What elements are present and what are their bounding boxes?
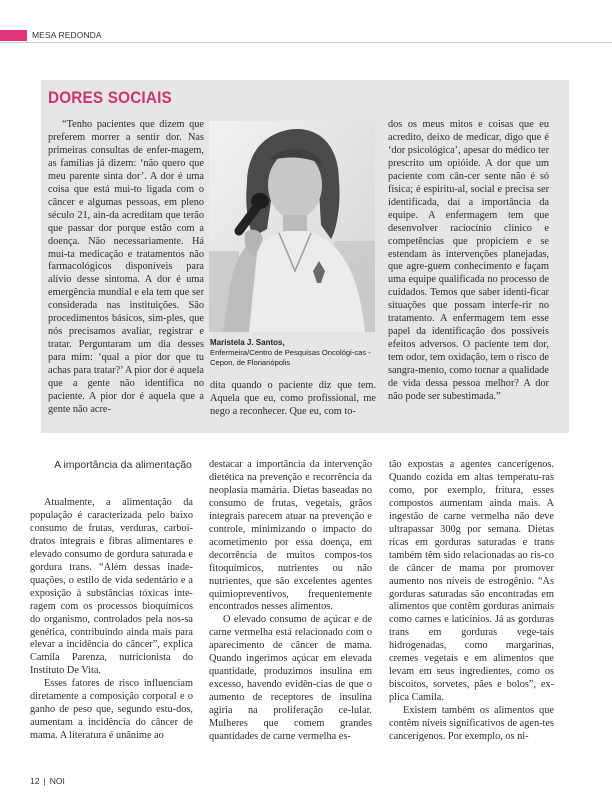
header-rule [0, 42, 612, 43]
box-column-1 [48, 119, 204, 417]
article-column-2 [209, 459, 372, 744]
paragraph: Esses fatores de risco influenciam diretamente a composição corporal e o ganho de peso que, segundo estu-dos, aumentam a incidência do câncer de mama. A literatura é unânime ao [30, 678, 193, 742]
paragraph: tão expostas a agentes cancerígenos. Quando cozida em altas temperatu-ras como, por exemplo, fritura, esses compostos aumentam ainda mais. A ingestão de carne vermelha não deve ultrapassar 300g por semana. Dietas ricas em gorduras saturadas e trans também têm sido relacionadas ao ris-co de câncer de mama por promover aumento nos níveis de estrogênio. “As gorduras saturadas são encontradas em alimentos que contêm gorduras animais como carnes e laticínios. Já as gorduras trans em gorduras vege-tais hidrogenadas, como margarinas, cremes vegetais e em alimentos que levam em seus ingredientes, como os biscoitos, sorvetes, pães e bolos”, ex-plica Camila. [389, 459, 554, 704]
paragraph: destacar a importância da intervenção dietética na prevenção e recorrência da neoplasia mamária. Dietas baseadas no consumo de frutas, vegetais, grãos integrais parecem atuar na prevenção e controle, minimizando o impacto do acometimento por essa doença, em decorrência de muitos compos-tos fitoquímicos, nutrientes ou não nutrientes, que são excelentes agentes quimiopreventivos, frequentemente encontrados nesses alimentos. [209, 459, 372, 613]
page-number: 12 [30, 776, 40, 786]
paragraph: Atualmente, a alimentação da população é caracterizada pelo baixo consumo de frutas, verduras, carboi-dratos integrais e fibras alimentares e elevado consumo de gordura saturada e gordura trans. “Além dessas inade-quações, o estilo de vida sedentário e a exposição à substâncias tóxicas inte-ragem com os processos bioquímicos do organismo, controlados pela nos-sa genética, contribuindo ainda mais para elevar a incidência do câncer”, explica Camila Parenza, nutricionista do Instituto De Vita. [30, 497, 193, 677]
paragraph: Existem também os alimentos que contêm níveis significativos de agen-tes cancerígenos. Por exemplo, os ni- [389, 705, 554, 743]
paragraph: dos os meus mitos e coisas que eu acredito, deixo de medicar, digo que é ‘dor psicológica’, apesar do médico ter prescrito um opióide. A dor que um paciente com cân-cer sente não é só física; é espiritu-al, social e precisa ser identificada, daí a importância da equipe. A enfermagem tem que desenvolver raciocínio clínico e competências que propiciem e se estendam às intervenções planejadas, que agre-guem conhecimento e façam uma equipe qualificada no processo de cuidados. Temos que saber identi-ficar situações que possam interfe-rir no tratamento. A enfermagem tem esse papel da identificação dos possíveis efeitos adversos. O paciente tem dor, tem odor, tem oxidação, tem o risco de sangra-mento, como tornar a qualidade de vida dessa pessoa melhor? A dor não pode ser subestimada.” [388, 119, 549, 403]
caption-name: Maristela J. Santos, [210, 338, 285, 347]
box-column-2 [210, 380, 376, 419]
footer-separator: | [43, 776, 46, 786]
subheading: A importância da alimentação [54, 459, 192, 471]
article-column-3 [389, 459, 554, 744]
section-color-tab [0, 30, 27, 41]
speaker-photo-image [209, 121, 375, 332]
box-column-3 [388, 119, 549, 404]
page-footer [30, 776, 65, 786]
paragraph: dita quando o paciente diz que tem. Aquela que eu, como profissional, me nego a reconhecer. Que eu, com to- [210, 380, 376, 417]
section-label: MESA REDONDA [32, 30, 102, 40]
photo-caption [210, 338, 378, 367]
caption-role: Enfermeira/Centro de Pesquisas Oncológi-cas - Cepon, de Florianópolis [210, 347, 371, 367]
paragraph: O elevado consumo de açúcar e de carne vermelha está relacionado com o aparecimento de câncer de mama. Quando ingerimos açúcar em elevada quantidade, produzimos insulina em excesso, havendo evidên-cias de que o aumento de receptores de insulina agiria na proliferação ce-lular. Mulheres que comem grandes quantidades de carne vermelha es- [209, 614, 372, 743]
article-column-1 [30, 497, 193, 743]
paragraph: “Tenho pacientes que dizem que preferem morrer a sentir dor. Nas primeiras consultas de enfer-magem, as famílias já dizem: ‘não quero que meu parente sinta dor’. A dor é uma coisa que está mui-to ligada com o câncer e algumas pessoas, em pleno século 21, ain-da acreditam que terão que passar dor porque estão com a doença. Não necessariamente. Há mui-ta medicação e tratamentos não farmacológicos disponíveis para alívio desse sintoma. A dor é uma emergência mundial e ela tem que ser considerada nas instituições. São procedimentos básicos, sim-ples, que nós precisamos avaliar, registrar e tratar. Perguntaram um dia desses para mim: ‘qual a pior dor que tu achas para tratar?’ A pior dor é aquela que a gente não identifica no paciente. A pior dor é aquela que a gente não acre- [48, 119, 204, 415]
box-title: DORES SOCIAIS [48, 88, 172, 107]
speaker-photo [209, 121, 375, 332]
magazine-name: NOI [49, 776, 65, 786]
